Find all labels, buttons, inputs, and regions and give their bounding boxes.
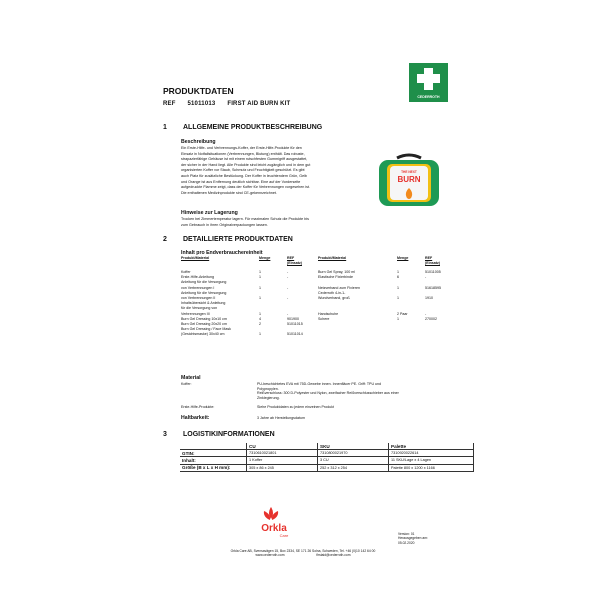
content-cell-qty: 1: [259, 270, 261, 274]
content-cell-product: Handschuhe: [318, 311, 339, 316]
table-cell: 3 CU: [318, 457, 389, 464]
first-aid-cross-bar: [417, 74, 440, 83]
table-cell: 252 x 312 x 254: [318, 464, 389, 471]
content-cell-product: Erste-Hilfe-Anleitung: [181, 275, 214, 280]
orkla-brand: Orkla: [261, 523, 287, 534]
content-cell-qty: 1: [397, 285, 399, 290]
content-cell-qty: 1: [259, 285, 261, 290]
description-line: aufgedruckte Flamme zeigt, dass der Koffer für Verbrennungen vorgesehen ist.: [181, 185, 311, 190]
orkla-logo: [251, 505, 299, 539]
col-product-right: Produkt/Material: [318, 256, 347, 260]
content-cell-qty: 1: [259, 311, 261, 316]
content-cell-qty: 1: [259, 332, 261, 337]
logistics-col-palette: Palette: [389, 443, 474, 450]
content-cell-product: Burn Gel Dressing 20x20 cm: [181, 322, 227, 326]
ref-line: [163, 101, 300, 107]
description-heading: Beschreibung: [181, 139, 216, 145]
table-row: [180, 464, 474, 471]
content-cell-ref: -: [287, 296, 289, 300]
content-cell-ref: -: [425, 311, 427, 316]
storage-line: zum Gebrauch in ihren Originalverpackungen lassen.: [181, 222, 268, 227]
table-cell: 7310800021970: [318, 450, 389, 457]
content-cell-product: Burn Gel Dressing / Face Mask: [181, 327, 231, 332]
cederroth-logo: [409, 63, 448, 102]
content-cell-ref: 51011015: [287, 322, 303, 326]
col-ref-left-label: REF: [287, 256, 295, 260]
section-3-title: LOGISTIKINFORMATIONEN: [183, 431, 275, 438]
shelf-life-label: Haltbarkeit:: [181, 415, 210, 421]
section-1-title: ALLGEMEINE PRODUKTBESCHREIBUNG: [183, 124, 323, 131]
version-line: 05.02.2020: [398, 540, 415, 545]
col-qty-right: Menge: [397, 256, 409, 260]
material-koffer-line: Polypropylen.: [257, 386, 279, 391]
content-cell-ref: -: [425, 275, 427, 280]
description-text: [181, 146, 373, 196]
content-cell-product: Inhaltsübersicht & Anleitung: [181, 301, 226, 306]
content-cell-product: Burn Gel Spray, 100 ml: [318, 270, 356, 274]
content-cell-product: Koffer: [181, 270, 191, 274]
material-eh-label: Erste-Hilfe-Produkte:: [181, 405, 215, 409]
logistics-row-label: Größe (B x L x H mm):: [180, 464, 247, 471]
description-line: organisierten Koffer vor Staub, Schmutz und Feuchtigkeit geschützt. Es gibt: [181, 168, 305, 173]
content-cell-qty: 1: [397, 316, 399, 321]
table-cell: 7310610021801: [247, 450, 318, 457]
col-ref-right-label: REF: [425, 256, 433, 260]
content-cell-product: Netzverband zum Fixieren: [318, 285, 360, 290]
table-cell: 7310920022614: [389, 450, 474, 457]
content-cell-product: Burn Gel Dressing 10x10 cm: [181, 316, 227, 321]
page-title: PRODUKTDATEN: [163, 86, 234, 96]
description-line: Einsatz in Notfallsituationen (Verbrennungen, Blutung) enthält. Das robuste,: [181, 151, 305, 156]
section-1-number: 1: [163, 124, 167, 131]
website-link[interactable]: www.cederroth.com: [255, 553, 285, 558]
content-cell-product: (Gesichtsmaske) 30x40 cm: [181, 332, 225, 337]
col-ref-left: [287, 256, 302, 265]
content-cell-ref: 1910: [425, 296, 433, 300]
content-cell-product: Anleitung für die Versorgung: [181, 280, 227, 285]
material-koffer-text: [257, 382, 457, 401]
orkla-leaf-icon: [264, 507, 278, 520]
logistics-header-row: [180, 443, 474, 450]
content-cell-product: von Verbrennungen I: [181, 285, 215, 290]
content-cell-ref: -: [287, 311, 289, 316]
ref-label: REF: [163, 101, 176, 107]
logistics-col-sku: SKU: [318, 443, 389, 450]
content-cell-qty: 4: [259, 316, 261, 321]
section-3-number: 3: [163, 431, 167, 438]
content-cell-ref: 51011014: [287, 332, 303, 337]
content-cell-product: Cederroth 4-in-1-: [318, 290, 346, 295]
content-cell-product: für die Versorgung von: [181, 306, 218, 311]
material-heading: Material: [181, 375, 201, 381]
table-cell: Palette 800 x 1200 x 1166: [389, 464, 474, 471]
version-info: [398, 532, 428, 545]
table-row: [180, 450, 474, 457]
address-line: Orkla Care AB, Svensavägen 15, Box 2334, SE 171 26 Solna, Schweden, Tel. +46 (0)10 142 64 00: [230, 549, 376, 553]
description-line: Die enthaltenen Medizinprodukte sind CE-gekennzeichnet.: [181, 190, 277, 195]
section-2-number: 2: [163, 236, 167, 243]
section-2-title: DETAILLIERTE PRODUKTDATEN: [183, 236, 293, 243]
col-qty-left: Menge: [259, 256, 271, 260]
content-cell-qty: 2 Paar: [397, 311, 408, 316]
description-line: strapazierfähige Gehäuse ist mit einem rutschfesten Gummigriff ausgestattet,: [181, 157, 308, 162]
description-line: auch Platz für zusätzliche Bestückung. Der Koffer in leuchtendem Grün, Gelb: [181, 173, 307, 178]
col-product-left: Produkt/Material: [181, 256, 210, 260]
version-line: Herausgegeben am:: [398, 536, 428, 541]
table-cell: 1 Koffer: [247, 457, 318, 464]
content-cell-qty: 1: [397, 270, 399, 274]
material-koffer-line: Zinklegierung.: [257, 396, 280, 401]
version-line: Version: 01: [398, 532, 415, 536]
content-cell-ref: 901900: [287, 316, 299, 321]
table-cell: 11 SKU/Lage x 4 Lagen: [389, 457, 474, 464]
content-cell-ref: 51618595: [425, 285, 441, 290]
content-cell-ref: -: [287, 285, 289, 290]
content-cell-qty: 2: [259, 322, 261, 326]
section-2-heading: [163, 236, 293, 243]
material-koffer-line: Reißverschluss: 300 D-Polyester und Nylon, zweifacher Reißverschlusschieber aus einer: [257, 391, 399, 396]
content-cell-qty: 1: [259, 275, 261, 280]
material-eh-value: Siehe Produktdaten zu jedem einzelnen Produkt: [257, 405, 334, 409]
content-cell-ref: -: [287, 270, 289, 274]
material-koffer-line: PU-beschichtetes EVA mit 75D-Gewebe innen. Innenfläcer PE. Griff: TPU und: [257, 382, 382, 386]
kit-label-top: THE NEXT: [401, 170, 417, 174]
content-cell-product: Wundverband, groß: [318, 296, 350, 300]
col-ref-right: [425, 256, 440, 265]
content-cell-qty: 1: [259, 296, 261, 300]
contact-line: [188, 553, 418, 557]
col-ref-left-sub: (Einsatz): [287, 260, 302, 265]
address-block: [188, 549, 418, 558]
email-link[interactable]: firstaid@cederroth.com: [316, 553, 351, 558]
orkla-brand-sub: Care: [279, 533, 289, 538]
logistics-table: [180, 443, 474, 472]
content-cell-ref: 51011005: [425, 270, 441, 274]
table-cell: 305 x 86 x 245: [247, 464, 318, 471]
logistics-row-label: Inhalt:: [180, 457, 247, 464]
storage-line: Trocken bei Zimmertemperatur lagern. Für maximalen Schutz die Produkte bis: [181, 217, 309, 221]
logistics-row-label: GTIN:: [180, 450, 247, 457]
material-koffer-label: Koffer:: [181, 382, 192, 386]
content-cell-ref: -: [287, 275, 289, 280]
content-cell-qty: 1: [397, 296, 399, 300]
logistics-col-cu: CU: [247, 443, 318, 450]
content-cell-product: Anleitung für die Versorgung: [181, 290, 227, 295]
description-line: Ein Erste-Hilfe- und Verbrennungs-Koffer, der Erste-Hilfe-Produkte für den: [181, 146, 302, 150]
content-cell-product: von Verbrennungen II: [181, 296, 216, 300]
burn-kit-image: [377, 152, 441, 208]
logistics-corner: [180, 443, 247, 450]
content-heading: Inhalt pro Endverbrauchereinheit: [181, 250, 263, 256]
kit-label-main: BURN: [397, 175, 421, 184]
storage-text: [181, 217, 373, 228]
storage-heading: Hinweise zur Lagerung: [181, 210, 238, 216]
table-row: [180, 457, 474, 464]
description-line: der sicher in der Hand liegt. Alle Produkte sind leicht zugänglich und in dem gut: [181, 162, 311, 167]
section-1-heading: [163, 124, 322, 131]
shelf-life-value: 3 Jahre ab Herstellungsdatum: [257, 416, 305, 420]
content-cell-qty: 6: [397, 275, 399, 280]
section-3-heading: [163, 431, 275, 438]
content-cell-product: Verbrennungen III: [181, 311, 210, 316]
content-cell-product: Schere: [318, 316, 330, 321]
description-line: und Orange ist aus Entfernung deutlich sichtbar. Eine auf der Vorderseite: [181, 179, 301, 184]
col-ref-right-sub: (Einsatz): [425, 260, 440, 265]
content-cell-product: Elastische Fixierbinde: [318, 275, 353, 280]
ref-number: 51011013: [187, 101, 216, 107]
product-name: FIRST AID BURN KIT: [227, 101, 291, 107]
content-cell-ref: 270002: [425, 316, 437, 321]
logo-text: CEDERROTH: [417, 95, 440, 99]
